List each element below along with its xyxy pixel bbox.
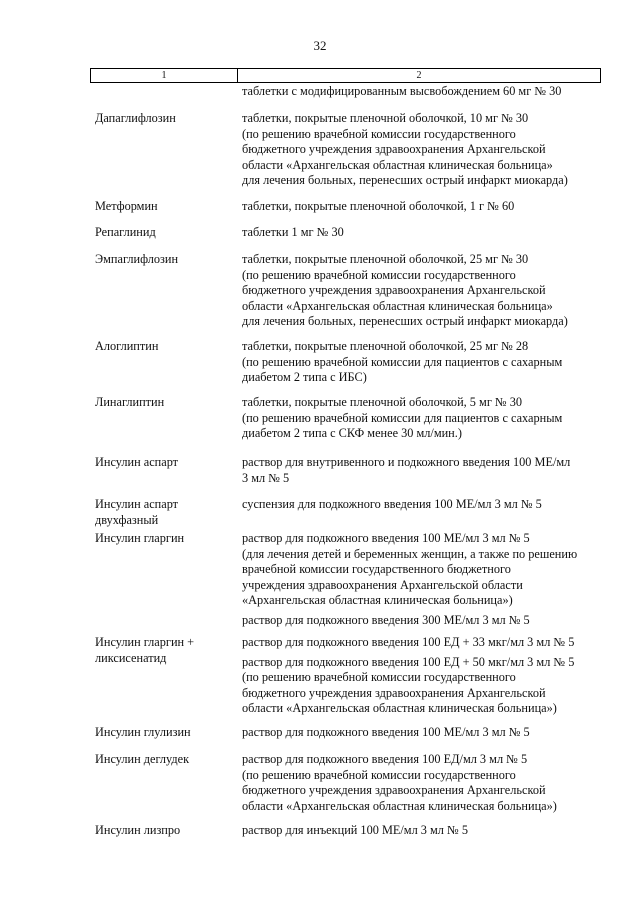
dosage-forms xyxy=(242,725,612,741)
dosage-form-line: таблетки, покрытые пленочной оболочкой, 25 мг № 28 xyxy=(242,339,529,353)
dosage-forms xyxy=(242,635,612,717)
drug-name-line: Репаглинид xyxy=(95,225,156,239)
dosage-forms xyxy=(242,823,612,839)
drug-name xyxy=(95,252,235,268)
dosage-forms xyxy=(242,752,612,814)
drug-name xyxy=(95,395,235,411)
drug-name-line: Инсулин аспарт xyxy=(95,455,179,469)
drug-name-line: Инсулин аспарт xyxy=(95,497,179,511)
drug-name-line: Метформин xyxy=(95,199,158,213)
drug-name-line: Инсулин глулизин xyxy=(95,725,191,739)
dosage-form-line: для лечения больных, перенесших острый инфаркт миокарда) xyxy=(242,173,568,188)
dosage-form-line: суспензия для подкожного введения 100 МЕ/мл 3 мл № 5 xyxy=(242,497,542,511)
drug-name-line: ликсисенатид xyxy=(95,650,167,665)
drug-name xyxy=(95,752,235,768)
drug-name-line: Инсулин гларгин + xyxy=(95,635,195,649)
dosage-form-line: раствор для подкожного введения 300 МЕ/мл 3 мл № 5 xyxy=(242,612,530,627)
dosage-form-line: диабетом 2 типа с ИБС) xyxy=(242,370,367,385)
drug-name xyxy=(95,725,235,741)
dosage-form-line: раствор для внутривенного и подкожного введения 100 МЕ/мл xyxy=(242,455,571,469)
dosage-form-line: бюджетного учреждения здравоохранения Архангельской xyxy=(242,685,546,700)
dosage-form-line: (по решению врачебной комиссии для пациентов с сахарным xyxy=(242,410,563,425)
dosage-form-line: (по решению врачебной комиссии государственного xyxy=(242,767,516,782)
dosage-form-line: (по решению врачебной комиссии государственного xyxy=(242,670,516,685)
drug-name xyxy=(95,497,235,528)
drug-name-line: Инсулин гларгин xyxy=(95,531,185,545)
drug-name-line: Эмпаглифлозин xyxy=(95,252,179,266)
dosage-form-line: области «Архангельская областная клиническая больница» xyxy=(242,157,553,172)
dosage-forms xyxy=(242,199,612,215)
dosage-form-line: бюджетного учреждения здравоохранения Архангельской xyxy=(242,283,546,298)
drug-name xyxy=(95,339,235,355)
drug-name xyxy=(95,823,235,839)
dosage-forms xyxy=(242,395,612,442)
drug-name-line: Дапаглифлозин xyxy=(95,111,176,125)
drug-name-line: Линаглиптин xyxy=(95,395,165,409)
dosage-forms xyxy=(242,225,612,241)
drug-name-line: Инсулин лизпро xyxy=(95,823,181,837)
dosage-forms xyxy=(242,252,612,330)
column-header-row xyxy=(90,68,601,83)
dosage-form-line: таблетки, покрытые пленочной оболочкой, 10 мг № 30 xyxy=(242,111,529,125)
dosage-form-line: врачебной комиссии государственного бюджетного xyxy=(242,562,511,577)
dosage-form-line: (для лечения детей и беременных женщин, а также по решению xyxy=(242,546,578,561)
dosage-form-line: (по решению врачебной комиссии государственного xyxy=(242,126,516,141)
dosage-form-line: учреждения здравоохранения Архангельской области xyxy=(242,577,523,592)
dosage-form-line: таблетки 1 мг № 30 xyxy=(242,225,344,239)
dosage-form-line: раствор для инъекций 100 МЕ/мл 3 мл № 5 xyxy=(242,823,468,837)
dosage-form-line: (по решению врачебной комиссии для пациентов с сахарным xyxy=(242,354,563,369)
dosage-form-line: таблетки, покрытые пленочной оболочкой, 5 мг № 30 xyxy=(242,395,523,409)
dosage-form-line: области «Архангельская областная клиническая больница») xyxy=(242,701,557,716)
dosage-form-line: таблетки, покрытые пленочной оболочкой, 25 мг № 30 xyxy=(242,252,529,266)
dosage-forms xyxy=(242,455,612,486)
dosage-forms xyxy=(242,531,612,629)
drug-name xyxy=(95,531,235,547)
dosage-form-line: диабетом 2 типа с СКФ менее 30 мл/мин.) xyxy=(242,426,462,441)
dosage-form-line: бюджетного учреждения здравоохранения Архангельской xyxy=(242,142,546,157)
dosage-form-line: 3 мл № 5 xyxy=(242,470,290,485)
dosage-form-line: области «Архангельская областная клиническая больница» xyxy=(242,298,553,313)
dosage-form-line: бюджетного учреждения здравоохранения Архангельской xyxy=(242,783,546,798)
dosage-form-line: для лечения больных, перенесших острый инфаркт миокарда) xyxy=(242,314,568,329)
page-number: 32 xyxy=(313,38,327,53)
drug-name-line: Алоглиптин xyxy=(95,339,159,353)
dosage-form-line: раствор для подкожного введения 100 ЕД/мл 3 мл № 5 xyxy=(242,752,528,766)
column-header-2: 2 xyxy=(416,70,422,81)
continuation-text: таблетки с модифицированным высвобождением 60 мг № 30 xyxy=(242,84,562,98)
dosage-forms xyxy=(242,497,612,513)
drug-name xyxy=(95,455,235,471)
dosage-form-line: таблетки, покрытые пленочной оболочкой, 1 г № 60 xyxy=(242,199,515,213)
dosage-form-line: раствор для подкожного введения 100 ЕД + 33 мкг/мл 3 мл № 5 xyxy=(242,635,575,649)
drug-name-line: двухфазный xyxy=(95,512,159,527)
dosage-form-line: области «Архангельская областная клиническая больница») xyxy=(242,798,557,813)
dosage-forms xyxy=(242,339,612,386)
drug-name xyxy=(95,199,235,215)
drug-name-line: Инсулин деглудек xyxy=(95,752,190,766)
dosage-forms xyxy=(242,111,612,189)
drug-name xyxy=(95,635,235,666)
drug-name xyxy=(95,225,235,241)
dosage-form-line: раствор для подкожного введения 100 ЕД + 50 мкг/мл 3 мл № 5 xyxy=(242,654,575,669)
dosage-form-line: «Архангельская областная клиническая больница») xyxy=(242,593,513,608)
dosage-form-line: раствор для подкожного введения 100 МЕ/мл 3 мл № 5 xyxy=(242,531,530,545)
drug-name xyxy=(95,111,235,127)
dosage-form-line: раствор для подкожного введения 100 МЕ/мл 3 мл № 5 xyxy=(242,725,530,739)
column-header-1: 1 xyxy=(91,69,238,82)
dosage-form-line: (по решению врачебной комиссии государственного xyxy=(242,267,516,282)
